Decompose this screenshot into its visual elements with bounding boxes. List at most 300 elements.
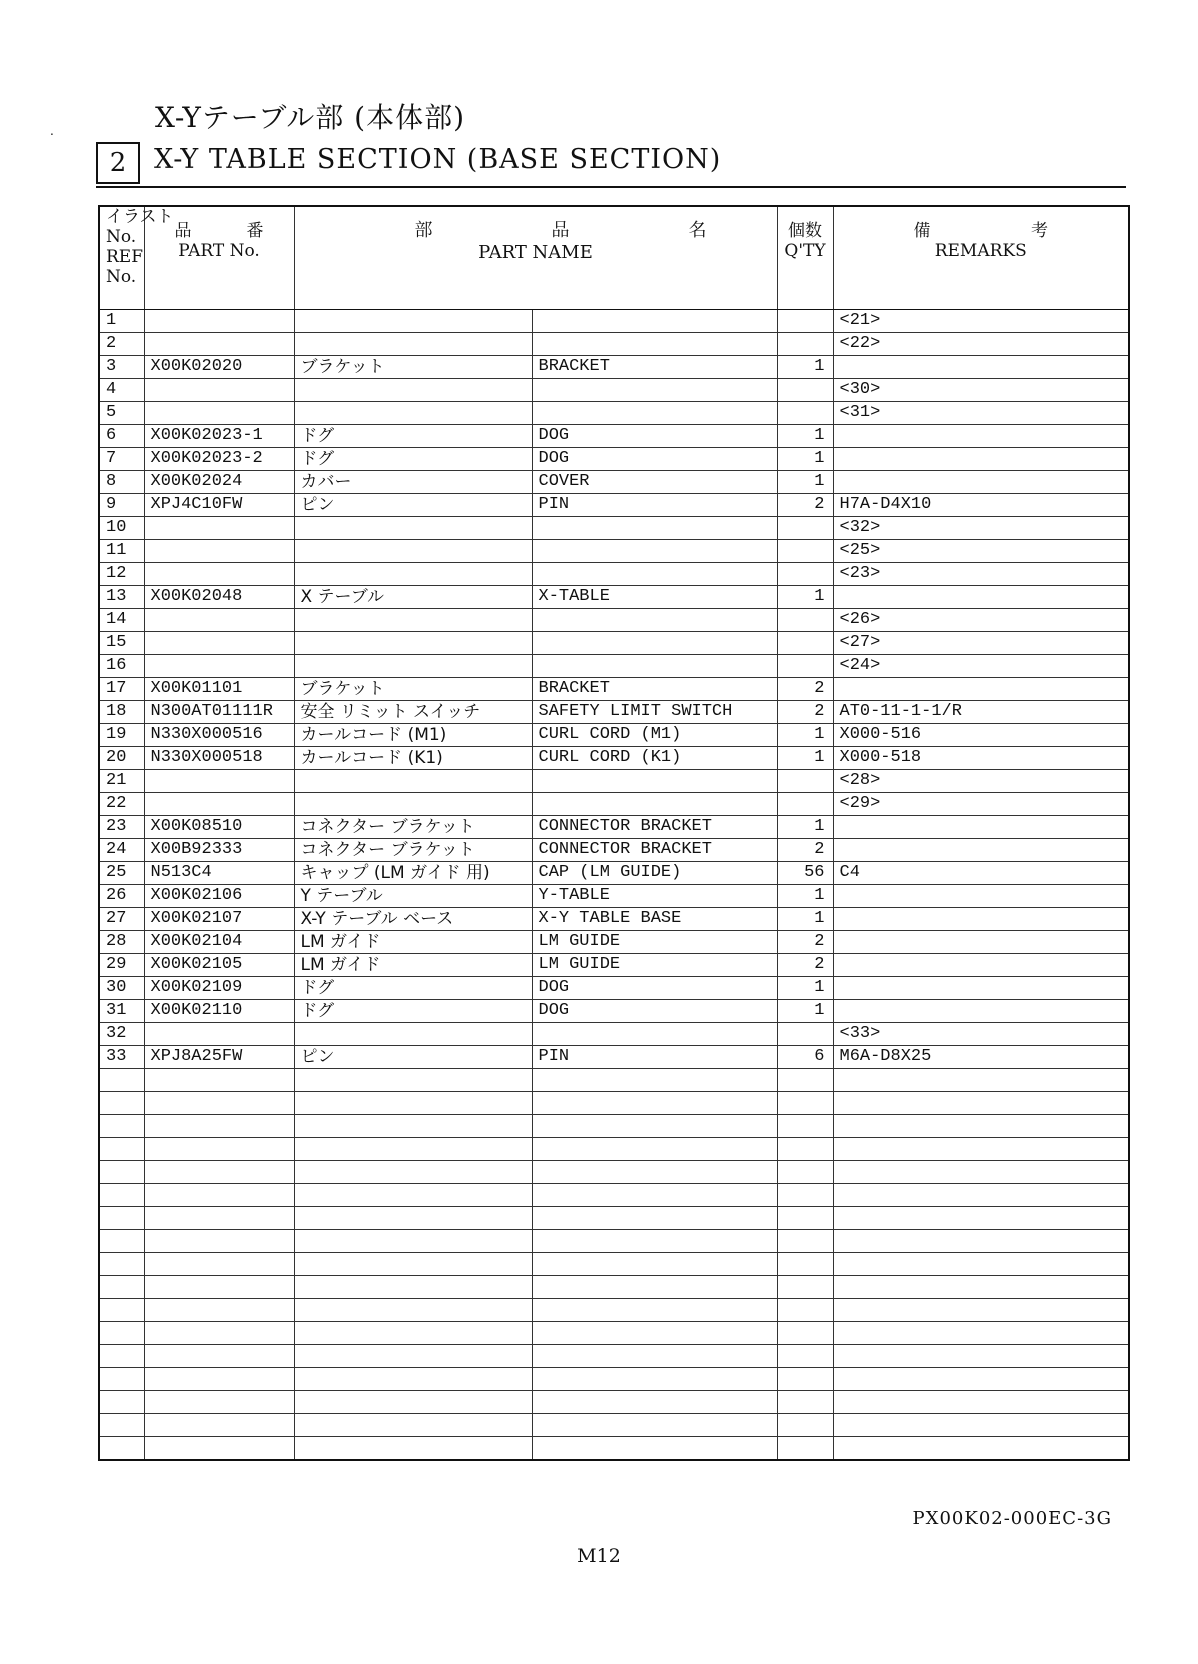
quantity-cell: 1 [777,908,833,931]
quantity-cell: 1 [777,356,833,379]
part-no-cell: X00K02107 [144,908,294,931]
quantity-cell: 1 [777,448,833,471]
empty-cell [532,1092,777,1115]
empty-cell [532,1276,777,1299]
table-row [99,816,1129,839]
part-name-en-cell: LM GUIDE [532,931,777,954]
ref-cell: 28 [99,931,144,954]
empty-table-row [99,1276,1129,1299]
empty-cell [833,1161,1129,1184]
empty-cell [99,1184,144,1207]
empty-cell [833,1230,1129,1253]
empty-cell [294,1368,532,1391]
part-no-cell: X00B92333 [144,839,294,862]
table-row [99,770,1129,793]
part-name-en-cell [532,540,777,563]
part-name-en-cell [532,609,777,632]
empty-cell [99,1368,144,1391]
part-name-en-cell: BRACKET [532,678,777,701]
table-row [99,517,1129,540]
part-name-jp-cell [294,379,532,402]
ref-cell: 16 [99,655,144,678]
empty-cell [294,1391,532,1414]
ref-cell: 3 [99,356,144,379]
empty-cell [833,1253,1129,1276]
empty-cell [833,1115,1129,1138]
empty-cell [99,1115,144,1138]
part-name-jp-cell [294,563,532,586]
part-name-jp-cell [294,1023,532,1046]
part-no-cell [144,402,294,425]
table-row [99,1023,1129,1046]
empty-cell [294,1322,532,1345]
empty-cell [294,1161,532,1184]
quantity-cell: 1 [777,471,833,494]
empty-cell [144,1092,294,1115]
remarks-cell: <26> [833,609,1129,632]
part-name-jp-cell [294,632,532,655]
header-part-no: 品 番 PART No. [144,206,294,310]
quantity-cell [777,379,833,402]
part-name-jp-cell: コネクター ブラケット [294,816,532,839]
empty-cell [777,1207,833,1230]
part-name-jp-cell: Y テーブル [294,885,532,908]
table-row [99,885,1129,908]
empty-cell [144,1299,294,1322]
section-number: 2 [96,142,140,184]
ref-cell: 23 [99,816,144,839]
quantity-cell [777,333,833,356]
empty-cell [777,1299,833,1322]
empty-cell [99,1276,144,1299]
part-name-jp-cell: ドグ [294,977,532,1000]
table-row [99,448,1129,471]
part-name-en-cell: SAFETY LIMIT SWITCH [532,701,777,724]
ref-cell: 10 [99,517,144,540]
empty-cell [99,1414,144,1437]
empty-cell [777,1437,833,1461]
quantity-cell: 1 [777,977,833,1000]
quantity-cell [777,540,833,563]
part-name-jp-cell: 安全 リミット スイッチ [294,701,532,724]
remarks-cell: H7A-D4X10 [833,494,1129,517]
empty-cell [532,1069,777,1092]
ref-cell: 6 [99,425,144,448]
part-no-cell [144,333,294,356]
quantity-cell [777,770,833,793]
part-name-en-cell: DOG [532,1000,777,1023]
empty-cell [144,1230,294,1253]
table-row [99,862,1129,885]
part-name-en-cell: CAP (LM GUIDE) [532,862,777,885]
empty-cell [777,1184,833,1207]
part-no-cell: N330X000518 [144,747,294,770]
part-no-cell: X00K02109 [144,977,294,1000]
part-name-en-cell [532,655,777,678]
table-row [99,402,1129,425]
empty-cell [777,1069,833,1092]
part-no-cell: N513C4 [144,862,294,885]
remarks-cell [833,977,1129,1000]
ref-cell: 32 [99,1023,144,1046]
empty-cell [833,1322,1129,1345]
part-name-jp-cell: LM ガイド [294,931,532,954]
empty-cell [833,1437,1129,1461]
remarks-cell [833,908,1129,931]
ref-cell: 18 [99,701,144,724]
part-no-cell [144,793,294,816]
empty-table-row [99,1115,1129,1138]
part-no-cell: XPJ8A25FW [144,1046,294,1069]
empty-cell [532,1138,777,1161]
part-name-jp-cell [294,310,532,333]
empty-cell [144,1207,294,1230]
remarks-cell: <33> [833,1023,1129,1046]
table-row [99,931,1129,954]
empty-cell [777,1414,833,1437]
quantity-cell: 6 [777,1046,833,1069]
part-name-en-cell [532,310,777,333]
part-no-cell: X00K02110 [144,1000,294,1023]
part-no-cell: X00K02023-2 [144,448,294,471]
part-no-cell [144,632,294,655]
part-name-en-cell: CONNECTOR BRACKET [532,839,777,862]
section-title-row [96,134,1126,188]
empty-cell [99,1345,144,1368]
empty-cell [144,1069,294,1092]
remarks-cell: <30> [833,379,1129,402]
part-no-cell: X00K02105 [144,954,294,977]
quantity-cell [777,1023,833,1046]
empty-cell [144,1391,294,1414]
part-name-en-cell: DOG [532,448,777,471]
remarks-cell: C4 [833,862,1129,885]
part-name-en-cell [532,402,777,425]
part-name-en-cell: DOG [532,977,777,1000]
empty-cell [144,1414,294,1437]
empty-cell [833,1207,1129,1230]
table-row [99,1000,1129,1023]
empty-cell [294,1184,532,1207]
part-name-jp-cell [294,609,532,632]
empty-cell [144,1161,294,1184]
part-name-en-cell: CURL CORD (K1) [532,747,777,770]
part-name-en-cell [532,632,777,655]
quantity-cell: 1 [777,816,833,839]
ref-cell: 31 [99,1000,144,1023]
remarks-cell: X000-518 [833,747,1129,770]
empty-cell [532,1437,777,1461]
quantity-cell [777,609,833,632]
empty-cell [532,1345,777,1368]
empty-cell [532,1161,777,1184]
part-name-jp-cell: カールコード (M1) [294,724,532,747]
empty-cell [99,1092,144,1115]
quantity-cell: 2 [777,701,833,724]
ref-cell: 5 [99,402,144,425]
empty-cell [99,1207,144,1230]
part-no-cell: X00K02104 [144,931,294,954]
quantity-cell [777,632,833,655]
remarks-cell: <21> [833,310,1129,333]
quantity-cell: 2 [777,494,833,517]
empty-cell [532,1414,777,1437]
part-name-jp-cell: コネクター ブラケット [294,839,532,862]
ref-cell: 27 [99,908,144,931]
table-row [99,678,1129,701]
empty-cell [294,1115,532,1138]
part-no-cell: X00K02106 [144,885,294,908]
empty-cell [777,1115,833,1138]
part-no-cell: X00K08510 [144,816,294,839]
remarks-cell: <23> [833,563,1129,586]
empty-cell [294,1414,532,1437]
remarks-cell [833,839,1129,862]
empty-cell [777,1138,833,1161]
table-row [99,954,1129,977]
empty-cell [99,1391,144,1414]
ref-cell: 17 [99,678,144,701]
empty-cell [532,1368,777,1391]
quantity-cell: 1 [777,724,833,747]
ref-cell: 9 [99,494,144,517]
ref-cell: 1 [99,310,144,333]
part-name-en-cell: LM GUIDE [532,954,777,977]
empty-cell [777,1368,833,1391]
empty-cell [144,1253,294,1276]
empty-cell [532,1230,777,1253]
table-row [99,379,1129,402]
empty-table-row [99,1391,1129,1414]
ref-cell: 21 [99,770,144,793]
ref-cell: 15 [99,632,144,655]
part-name-en-cell [532,517,777,540]
empty-cell [294,1092,532,1115]
part-name-jp-cell [294,402,532,425]
empty-cell [777,1276,833,1299]
quantity-cell: 2 [777,839,833,862]
header-ref-no: イラスト No. REF No. [99,206,144,310]
quantity-cell: 1 [777,885,833,908]
empty-cell [144,1345,294,1368]
empty-cell [144,1368,294,1391]
ref-cell: 13 [99,586,144,609]
remarks-cell: <24> [833,655,1129,678]
empty-cell [833,1391,1129,1414]
remarks-cell [833,678,1129,701]
empty-table-row [99,1184,1129,1207]
part-name-en-cell [532,793,777,816]
ref-cell: 24 [99,839,144,862]
part-name-jp-cell: LM ガイド [294,954,532,977]
part-name-jp-cell: X-Y テーブル ベース [294,908,532,931]
empty-cell [294,1069,532,1092]
table-row [99,724,1129,747]
empty-cell [532,1184,777,1207]
empty-cell [777,1253,833,1276]
section-title-english: X-Y TABLE SECTION (BASE SECTION) [154,144,722,175]
header-remarks: 備 考 REMARKS [833,206,1129,310]
empty-cell [144,1115,294,1138]
remarks-cell [833,954,1129,977]
empty-cell [777,1322,833,1345]
empty-cell [833,1069,1129,1092]
empty-cell [833,1345,1129,1368]
empty-cell [99,1253,144,1276]
ref-cell: 12 [99,563,144,586]
table-row [99,333,1129,356]
remarks-cell: <28> [833,770,1129,793]
empty-cell [777,1161,833,1184]
table-row [99,793,1129,816]
ref-cell: 8 [99,471,144,494]
table-row [99,839,1129,862]
empty-cell [144,1184,294,1207]
part-name-jp-cell: ドグ [294,425,532,448]
ref-cell: 22 [99,793,144,816]
empty-cell [294,1138,532,1161]
part-name-jp-cell [294,517,532,540]
empty-table-row [99,1230,1129,1253]
ref-cell: 4 [99,379,144,402]
ref-cell: 20 [99,747,144,770]
empty-table-row [99,1414,1129,1437]
empty-cell [99,1161,144,1184]
part-name-en-cell [532,333,777,356]
empty-cell [99,1230,144,1253]
remarks-cell [833,1000,1129,1023]
empty-table-row [99,1253,1129,1276]
empty-cell [99,1138,144,1161]
part-no-cell [144,770,294,793]
quantity-cell [777,655,833,678]
ref-cell: 14 [99,609,144,632]
empty-table-row [99,1138,1129,1161]
empty-cell [294,1230,532,1253]
ref-cell: 33 [99,1046,144,1069]
quantity-cell [777,563,833,586]
section-title-japanese: X-Yテーブル部 (本体部) [155,101,466,134]
table-row [99,908,1129,931]
quantity-cell: 1 [777,747,833,770]
remarks-cell: <27> [833,632,1129,655]
empty-table-row [99,1092,1129,1115]
part-no-cell: N330X000516 [144,724,294,747]
part-no-cell [144,1023,294,1046]
empty-table-row [99,1161,1129,1184]
part-name-jp-cell: ドグ [294,1000,532,1023]
document-code: PX00K02-000EC-3G [912,1508,1112,1529]
empty-cell [99,1069,144,1092]
empty-cell [532,1115,777,1138]
part-name-en-cell: CURL CORD (M1) [532,724,777,747]
ref-cell: 2 [99,333,144,356]
part-name-jp-cell: カールコード (K1) [294,747,532,770]
empty-cell [833,1138,1129,1161]
part-name-en-cell [532,770,777,793]
part-no-cell: X00K01101 [144,678,294,701]
part-name-jp-cell [294,655,532,678]
remarks-cell [833,885,1129,908]
remarks-cell: X000-516 [833,724,1129,747]
quantity-cell [777,310,833,333]
part-name-en-cell: CONNECTOR BRACKET [532,816,777,839]
remarks-cell: <31> [833,402,1129,425]
part-name-jp-cell: ブラケット [294,356,532,379]
empty-cell [532,1322,777,1345]
empty-cell [777,1092,833,1115]
part-name-jp-cell [294,333,532,356]
ref-cell: 30 [99,977,144,1000]
part-name-en-cell: PIN [532,1046,777,1069]
quantity-cell: 56 [777,862,833,885]
part-name-jp-cell: ドグ [294,448,532,471]
empty-cell [532,1391,777,1414]
empty-cell [99,1322,144,1345]
part-no-cell [144,609,294,632]
part-name-jp-cell: X テーブル [294,586,532,609]
remarks-cell [833,448,1129,471]
empty-cell [777,1345,833,1368]
empty-table-row [99,1345,1129,1368]
part-name-en-cell: PIN [532,494,777,517]
quantity-cell: 2 [777,931,833,954]
part-name-jp-cell: ピン [294,1046,532,1069]
empty-cell [144,1138,294,1161]
part-name-en-cell: COVER [532,471,777,494]
empty-cell [833,1299,1129,1322]
part-name-jp-cell: キャップ (LM ガイド 用) [294,862,532,885]
table-row [99,540,1129,563]
page-mark: . [50,124,54,138]
empty-table-row [99,1368,1129,1391]
quantity-cell: 2 [777,678,833,701]
part-name-jp-cell [294,793,532,816]
part-name-en-cell [532,1023,777,1046]
table-row [99,494,1129,517]
remarks-cell [833,425,1129,448]
part-name-en-cell [532,563,777,586]
part-no-cell [144,655,294,678]
quantity-cell: 2 [777,954,833,977]
part-no-cell: N300AT01111R [144,701,294,724]
empty-table-row [99,1322,1129,1345]
part-no-cell [144,563,294,586]
table-row [99,356,1129,379]
header-quantity: 個数 Q'TY [777,206,833,310]
header-part-name: 部 品 名 PART NAME [294,206,777,310]
part-name-jp-cell [294,770,532,793]
part-name-jp-cell: ピン [294,494,532,517]
remarks-cell: <32> [833,517,1129,540]
empty-table-row [99,1069,1129,1092]
part-name-jp-cell: カバー [294,471,532,494]
quantity-cell [777,402,833,425]
table-row [99,655,1129,678]
empty-table-row [99,1437,1129,1461]
part-no-cell: X00K02048 [144,586,294,609]
part-no-cell: X00K02023-1 [144,425,294,448]
remarks-cell: M6A-D8X25 [833,1046,1129,1069]
part-name-jp-cell: ブラケット [294,678,532,701]
table-row [99,609,1129,632]
part-name-en-cell: BRACKET [532,356,777,379]
part-no-cell [144,517,294,540]
part-name-en-cell: Y-TABLE [532,885,777,908]
ref-cell: 29 [99,954,144,977]
remarks-cell [833,471,1129,494]
part-no-cell: X00K02024 [144,471,294,494]
